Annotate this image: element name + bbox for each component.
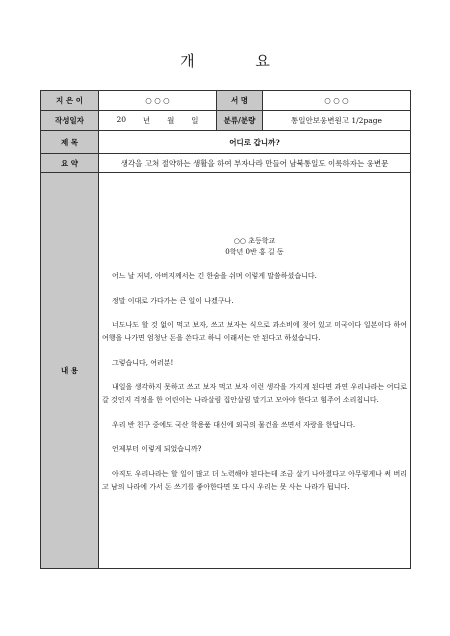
author-label: 지 은 이 xyxy=(41,91,99,111)
author-value: ○ ○ ○ xyxy=(99,91,217,111)
content-row xyxy=(41,173,411,569)
paragraph: 우리 반 친구 중에도 국산 학용품 대신에 외국의 물건을 쓰면서 자랑을 한답니다. xyxy=(112,420,356,429)
date-value xyxy=(99,111,217,131)
summary-row xyxy=(41,154,411,173)
subject-label: 제 목 xyxy=(41,131,99,154)
page-title: 개 요 xyxy=(180,52,298,70)
summary-label: 요 약 xyxy=(41,154,99,173)
author-heading xyxy=(102,236,407,258)
date-year: 20 xyxy=(116,115,126,124)
school-name: ○○ 초등학교 xyxy=(233,237,276,245)
sign-value: ○ ○ ○ xyxy=(263,91,411,111)
subject-value: 어디로 갑니까? xyxy=(99,131,411,154)
category-label: 분류/분량 xyxy=(217,111,263,131)
paragraph: 아직도 우리나라는 할 일이 많고 더 노력해야 된다는데 조금 살기 나아졌다고 아무렇게나 써 버리고 남의 나라에 가서 돈 쓰기를 좋아한다면 또 다시 우리는 못 사는 나라가 됩니다. xyxy=(102,469,407,491)
date-year-unit: 년 xyxy=(142,116,151,125)
date-day-unit: 일 xyxy=(191,116,199,125)
content-label: 내 용 xyxy=(41,173,99,569)
paragraph: 어느 날 저녁, 아버지께서는 긴 한숨을 쉬며 이렇게 말씀하셨습니다. xyxy=(112,272,317,280)
paragraph: 언제부터 이렇게 되었습니까? xyxy=(112,445,202,453)
date-month-unit: 월 xyxy=(167,116,175,125)
date-label: 작성일자 xyxy=(41,111,99,131)
overview-form-table xyxy=(40,90,411,569)
paragraph: 그렇습니다, 여러분! xyxy=(112,358,174,367)
sign-label: 서 명 xyxy=(217,91,263,111)
paragraph: 너도나도 할 것 없이 먹고 보자, 쓰고 보자는 식으로 과소비에 젖어 있고 미국이다 일본이다 하여 여행을 나가면 엄청난 돈을 쓴다고 하니 이래서는 안 된다고 하셨습니다. xyxy=(102,321,407,342)
category-value: 통일안보웅변원고 1/2page xyxy=(263,111,411,131)
summary-value: 생각을 고쳐 절약하는 생활을 하여 부자나라 만들어 남북통일도 이룩하자는 웅변문 xyxy=(99,154,411,173)
paragraph: 정말 이대로 가다가는 큰 일이 나겠구나. xyxy=(112,296,234,305)
subject-row xyxy=(41,131,411,154)
student-name: 0학년 0반 홍 길 동 xyxy=(225,248,284,256)
date-row xyxy=(41,111,411,131)
author-row xyxy=(41,91,411,111)
paragraph: 내일을 생각하지 못하고 쓰고 보자 먹고 보자 이런 생각을 가지게 된다면 과연 우리나라는 어디로 갈 것인지 걱정을 한 어린이는 나라살림 집안살림 말기고 모아야 한다고 힘주어 소리칩니다. xyxy=(102,383,407,404)
content-body xyxy=(99,173,411,569)
